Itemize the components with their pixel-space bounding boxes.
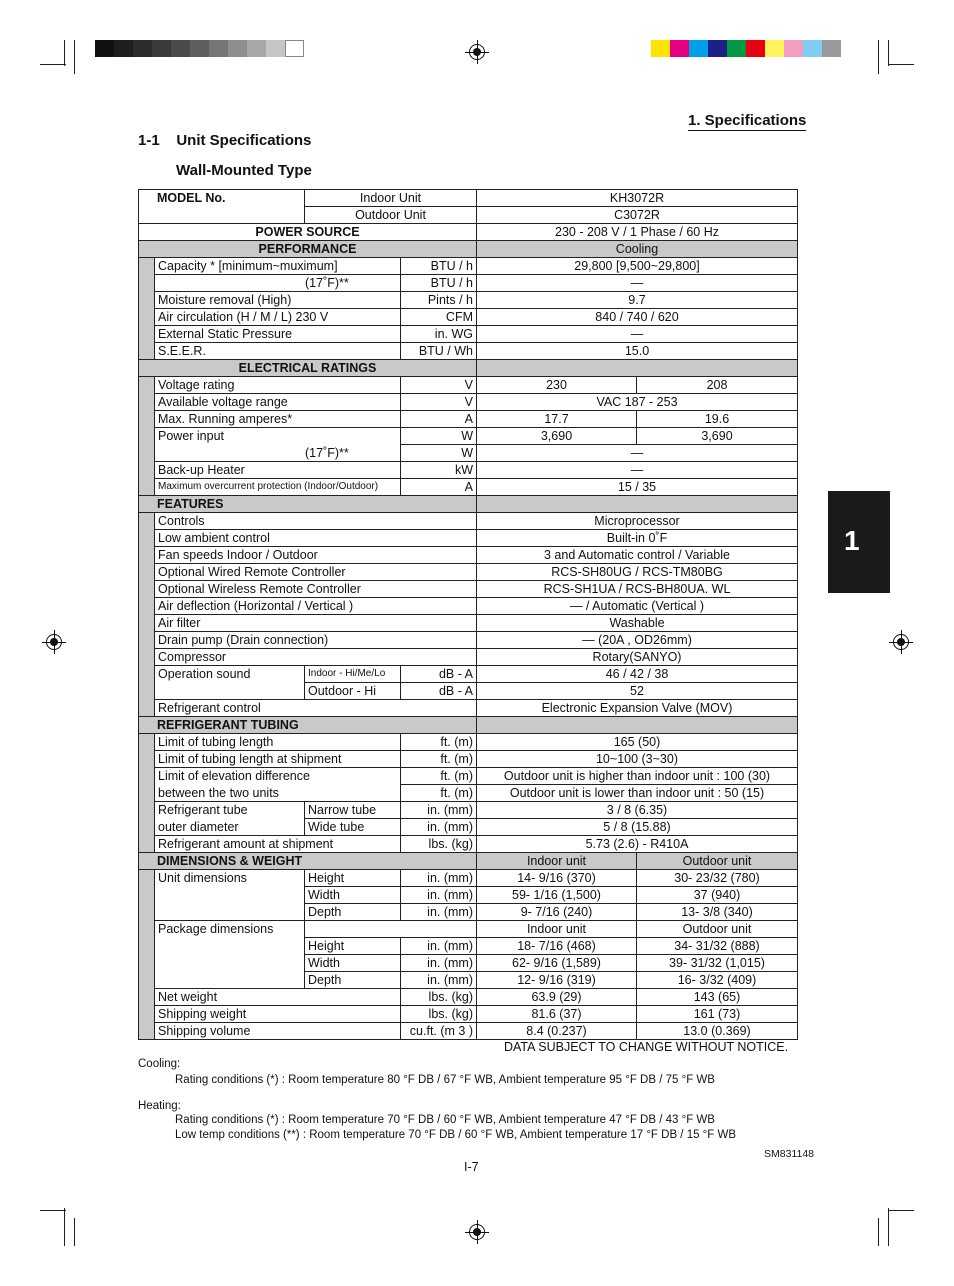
row-value: 5.73 (2.6) - R410A <box>477 836 798 853</box>
row-unit: kW <box>401 462 477 479</box>
section-header-row <box>139 241 798 258</box>
section-header-row <box>139 496 798 513</box>
cooling-rating: Rating conditions (*) : Room temperature 80 °F DB / 67 °F WB, Ambient temperature 95 °F DB / 75 °F WB <box>175 1074 715 1086</box>
section-header-row <box>139 360 798 377</box>
gutter <box>139 887 155 904</box>
row-label: Limit of elevation difference <box>155 768 401 785</box>
gutter <box>139 989 155 1006</box>
table-row <box>139 870 798 887</box>
cooling-header: Cooling <box>477 241 798 258</box>
row-sublabel: Depth <box>305 904 401 921</box>
gutter <box>139 513 155 530</box>
row-value: 52 <box>477 683 798 700</box>
row-unit: in. (mm) <box>401 870 477 887</box>
row-value: 15.0 <box>477 343 798 360</box>
gutter <box>139 768 155 785</box>
outdoor-model: C3072R <box>477 207 798 224</box>
row-value: Built-in 0˚F <box>477 530 798 547</box>
table-row <box>139 292 798 309</box>
crop-mark <box>878 40 879 74</box>
row-value: 143 (65) <box>637 989 798 1006</box>
electrical-header: ELECTRICAL RATINGS <box>139 360 477 377</box>
table-row <box>139 802 798 819</box>
row-unit: CFM <box>401 309 477 326</box>
document-id: SM831148 <box>764 1148 815 1160</box>
table-row <box>139 921 798 938</box>
row-label: Net weight <box>155 989 401 1006</box>
gutter <box>139 292 155 309</box>
color-swatch <box>689 40 708 57</box>
indoor-subheader: Indoor unit <box>477 921 637 938</box>
table-row <box>139 632 798 649</box>
row-value: 14- 9/16 (370) <box>477 870 637 887</box>
row-unit: ft. (m) <box>401 751 477 768</box>
color-swatch <box>95 40 114 57</box>
gutter <box>139 394 155 411</box>
gutter <box>139 700 155 717</box>
row-value: 18- 7/16 (468) <box>477 938 637 955</box>
table-row <box>139 394 798 411</box>
row-label: Capacity * [minimum~muximum] <box>155 258 401 275</box>
row-value: Washable <box>477 615 798 632</box>
gutter <box>139 1006 155 1023</box>
table-row <box>139 615 798 632</box>
row-label: Package dimensions <box>155 921 305 989</box>
table-row <box>139 751 798 768</box>
table-row <box>139 598 798 615</box>
table-row <box>139 564 798 581</box>
table-row <box>139 462 798 479</box>
table-row <box>139 428 798 445</box>
gutter <box>139 564 155 581</box>
heating-label: Heating: <box>138 1100 181 1112</box>
row-unit: Pints / h <box>401 292 477 309</box>
row-label: Drain pump (Drain connection) <box>155 632 477 649</box>
table-row <box>139 275 798 292</box>
section-filler <box>477 360 798 377</box>
row-label: Air deflection (Horizontal / Vertical ) <box>155 598 477 615</box>
color-swatch <box>651 40 670 57</box>
row-unit: V <box>401 394 477 411</box>
row-sublabel: Height <box>305 938 401 955</box>
row-label: Air filter <box>155 615 477 632</box>
gutter <box>139 326 155 343</box>
color-swatch <box>152 40 171 57</box>
table-row <box>139 445 798 462</box>
color-swatch <box>670 40 689 57</box>
row-value: 37 (940) <box>637 887 798 904</box>
row-label: Maximum overcurrent protection (Indoor/Outdoor) <box>155 479 401 496</box>
row-unit: in. (mm) <box>401 955 477 972</box>
row-label: Available voltage range <box>155 394 401 411</box>
color-swatch <box>727 40 746 57</box>
model-no-label: MODEL No. <box>139 190 305 224</box>
color-swatch <box>209 40 228 57</box>
row-label: Compressor <box>155 649 477 666</box>
page-number: I-7 <box>464 1160 479 1174</box>
crop-mark <box>888 40 889 66</box>
row-sublabel: Width <box>305 887 401 904</box>
row-label: Limit of tubing length at shipment <box>155 751 401 768</box>
page-heading: 1-1 Unit Specifications <box>138 132 312 149</box>
row-label: S.E.E.R. <box>155 343 401 360</box>
row-label: Unit dimensions <box>155 870 305 921</box>
crop-mark <box>888 1208 889 1246</box>
table-row <box>139 411 798 428</box>
gutter <box>139 972 155 989</box>
row-label: Refrigerant control <box>155 700 477 717</box>
gutter <box>139 258 155 275</box>
row-value: Outdoor unit is lower than indoor unit : 50 (15) <box>477 785 798 802</box>
gutter <box>139 921 155 938</box>
row-unit: V <box>401 377 477 394</box>
gutter <box>139 598 155 615</box>
row-sublabel: Height <box>305 870 401 887</box>
crop-mark <box>40 64 66 65</box>
gutter <box>139 836 155 853</box>
color-swatch <box>784 40 803 57</box>
row-sublabel: Depth <box>305 972 401 989</box>
row-value: 9.7 <box>477 292 798 309</box>
table-row <box>139 377 798 394</box>
row-value: 13.0 (0.369) <box>637 1023 798 1040</box>
table-row <box>139 190 798 207</box>
row-unit: dB - A <box>401 683 477 700</box>
row-sublabel: Outdoor - Hi <box>305 683 401 700</box>
color-swatch <box>114 40 133 57</box>
row-value: 3 and Automatic control / Variable <box>477 547 798 564</box>
gutter <box>139 938 155 955</box>
performance-header: PERFORMANCE <box>139 241 477 258</box>
gutter <box>139 462 155 479</box>
row-value: 10~100 (3~30) <box>477 751 798 768</box>
color-swatch <box>190 40 209 57</box>
row-value: 3 / 8 (6.35) <box>477 802 798 819</box>
table-row <box>139 547 798 564</box>
color-swatch <box>266 40 285 57</box>
color-swatch <box>746 40 765 57</box>
table-row <box>139 343 798 360</box>
features-header: FEATURES <box>139 496 477 513</box>
table-row <box>139 819 798 836</box>
empty-cell <box>305 921 401 938</box>
gutter <box>139 802 155 819</box>
row-value: — (20A , OD26mm) <box>477 632 798 649</box>
row-value: 165 (50) <box>477 734 798 751</box>
row-unit: in. (mm) <box>401 887 477 904</box>
color-swatch <box>765 40 784 57</box>
row-value: — <box>477 326 798 343</box>
table-row <box>139 649 798 666</box>
color-swatch <box>708 40 727 57</box>
row-sublabel: Wide tube <box>305 819 401 836</box>
table-row <box>139 530 798 547</box>
row-value: RCS-SH80UG / RCS-TM80BG <box>477 564 798 581</box>
row-unit: BTU / h <box>401 275 477 292</box>
table-row <box>139 224 798 241</box>
gutter <box>139 666 155 683</box>
row-value: VAC 187 - 253 <box>477 394 798 411</box>
disclaimer: DATA SUBJECT TO CHANGE WITHOUT NOTICE. <box>504 1040 789 1054</box>
row-value: 59- 1/16 (1,500) <box>477 887 637 904</box>
section-filler <box>477 717 798 734</box>
table-row <box>139 768 798 785</box>
row-value: 46 / 42 / 38 <box>477 666 798 683</box>
row-label: Controls <box>155 513 477 530</box>
gutter <box>139 955 155 972</box>
row-value: 161 (73) <box>637 1006 798 1023</box>
row-value: 30- 23/32 (780) <box>637 870 798 887</box>
crop-mark <box>64 1208 65 1246</box>
section-title: 1. Specifications <box>688 112 807 129</box>
color-swatch <box>171 40 190 57</box>
row-label: External Static Pressure <box>155 326 401 343</box>
crop-mark <box>40 1210 66 1211</box>
row-value: — <box>477 275 798 292</box>
row-value: 29,800 [9,500~29,800] <box>477 258 798 275</box>
row-unit: ft. (m) <box>401 785 477 802</box>
row-value: 3,690 <box>637 428 798 445</box>
row-value: 17.7 <box>477 411 637 428</box>
table-row <box>139 1006 798 1023</box>
indoor-model: KH3072R <box>477 190 798 207</box>
row-unit: in. (mm) <box>401 802 477 819</box>
row-label: Max. Running amperes* <box>155 411 401 428</box>
row-label: Operation sound <box>155 666 305 700</box>
crop-mark <box>74 40 75 74</box>
row-label: (17˚F)** <box>155 275 401 292</box>
table-row <box>139 1023 798 1040</box>
dimensions-header: DIMENSIONS & WEIGHT <box>139 853 477 870</box>
row-unit: lbs. (kg) <box>401 1006 477 1023</box>
power-source-label: POWER SOURCE <box>139 224 477 241</box>
gutter <box>139 377 155 394</box>
registration-mark-icon <box>893 634 909 650</box>
outdoor-column-header: Outdoor unit <box>637 853 798 870</box>
row-unit: ft. (m) <box>401 734 477 751</box>
row-unit: A <box>401 411 477 428</box>
heating-low-temp: Low temp conditions (**) : Room temperature 70 °F DB / 60 °F WB, Ambient temperature 17 °F DB / 15 °F WB <box>175 1129 737 1141</box>
row-value: 13- 3/8 (340) <box>637 904 798 921</box>
table-row <box>139 734 798 751</box>
row-unit: A <box>401 479 477 496</box>
row-value: 8.4 (0.237) <box>477 1023 637 1040</box>
row-sublabel: Width <box>305 955 401 972</box>
row-value: — / Automatic (Vertical ) <box>477 598 798 615</box>
row-label: (17˚F)** <box>155 445 401 462</box>
row-label: Voltage rating <box>155 377 401 394</box>
specifications-table <box>138 189 798 1040</box>
tubing-header: REFRIGERANT TUBING <box>139 717 477 734</box>
gutter <box>139 734 155 751</box>
row-value: Electronic Expansion Valve (MOV) <box>477 700 798 717</box>
gutter <box>139 785 155 802</box>
row-unit: W <box>401 428 477 445</box>
row-label: Shipping weight <box>155 1006 401 1023</box>
row-label: Low ambient control <box>155 530 477 547</box>
color-swatch <box>247 40 266 57</box>
row-value: 34- 31/32 (888) <box>637 938 798 955</box>
row-sublabel: Narrow tube <box>305 802 401 819</box>
gutter <box>139 530 155 547</box>
row-value: — <box>477 462 798 479</box>
row-unit: in. WG <box>401 326 477 343</box>
row-value: 16- 3/32 (409) <box>637 972 798 989</box>
row-value: Rotary(SANYO) <box>477 649 798 666</box>
gutter <box>139 275 155 292</box>
gutter <box>139 751 155 768</box>
registration-mark-icon <box>469 44 485 60</box>
row-value: — <box>477 445 798 462</box>
gutter <box>139 581 155 598</box>
color-swatch <box>803 40 822 57</box>
row-unit: W <box>401 445 477 462</box>
table-row <box>139 581 798 598</box>
row-label: Power input <box>155 428 401 445</box>
row-unit: ft. (m) <box>401 768 477 785</box>
table-row <box>139 785 798 802</box>
row-unit: in. (mm) <box>401 819 477 836</box>
table-row <box>139 989 798 1006</box>
row-label: Fan speeds Indoor / Outdoor <box>155 547 477 564</box>
row-unit: in. (mm) <box>401 972 477 989</box>
row-label: Refrigerant tube <box>155 802 305 819</box>
indoor-unit-label: Indoor Unit <box>305 190 477 207</box>
row-value: 12- 9/16 (319) <box>477 972 637 989</box>
registration-mark-icon <box>469 1224 485 1240</box>
row-unit: BTU / h <box>401 258 477 275</box>
row-label: outer diameter <box>155 819 305 836</box>
row-label: Moisture removal (High) <box>155 292 401 309</box>
crop-mark <box>74 1218 75 1246</box>
row-unit: dB - A <box>401 666 477 683</box>
row-label: between the two units <box>155 785 401 802</box>
table-row <box>139 836 798 853</box>
row-value: 81.6 (37) <box>477 1006 637 1023</box>
table-row <box>139 309 798 326</box>
page-subheading: Wall-Mounted Type <box>176 162 312 179</box>
indoor-column-header: Indoor unit <box>477 853 637 870</box>
outdoor-unit-label: Outdoor Unit <box>305 207 477 224</box>
row-value: 62- 9/16 (1,589) <box>477 955 637 972</box>
gutter <box>139 411 155 428</box>
row-value: 19.6 <box>637 411 798 428</box>
color-swatch <box>285 40 304 57</box>
outdoor-subheader: Outdoor unit <box>637 921 798 938</box>
row-unit: cu.ft. (m 3 ) <box>401 1023 477 1040</box>
color-swatch <box>133 40 152 57</box>
row-sublabel: Indoor - Hi/Me/Lo <box>305 666 401 683</box>
row-label: Refrigerant amount at shipment <box>155 836 401 853</box>
row-value: 840 / 740 / 620 <box>477 309 798 326</box>
chapter-tab <box>828 491 890 593</box>
section-header-row <box>139 717 798 734</box>
gutter <box>139 479 155 496</box>
table-row <box>139 258 798 275</box>
gutter <box>139 632 155 649</box>
color-swatch <box>228 40 247 57</box>
crop-mark <box>888 64 914 65</box>
empty-cell <box>401 921 477 938</box>
crop-mark <box>888 1210 914 1211</box>
row-value: 39- 31/32 (1,015) <box>637 955 798 972</box>
table-row <box>139 700 798 717</box>
row-label: Optional Wireless Remote Controller <box>155 581 477 598</box>
gutter <box>139 343 155 360</box>
row-value: Outdoor unit is higher than indoor unit : 100 (30) <box>477 768 798 785</box>
row-unit: BTU / Wh <box>401 343 477 360</box>
row-value: 15 / 35 <box>477 479 798 496</box>
power-source-value: 230 - 208 V / 1 Phase / 60 Hz <box>477 224 798 241</box>
row-unit: lbs. (kg) <box>401 989 477 1006</box>
cooling-label: Cooling: <box>138 1058 181 1070</box>
gutter <box>139 904 155 921</box>
color-swatch <box>822 40 841 57</box>
table-row <box>139 479 798 496</box>
section-header-row <box>139 853 798 870</box>
row-label: Shipping volume <box>155 1023 401 1040</box>
registration-mark-icon <box>46 634 62 650</box>
row-label: Limit of tubing length <box>155 734 401 751</box>
gutter <box>139 428 155 445</box>
chapter-number: 1 <box>844 525 860 556</box>
row-label: Back-up Heater <box>155 462 401 479</box>
heating-rating: Rating conditions (*) : Room temperature 70 °F DB / 60 °F WB, Ambient temperature 47 °F DB / 43 °F WB <box>175 1114 715 1126</box>
crop-mark <box>64 40 65 66</box>
gutter <box>139 445 155 462</box>
row-value: 3,690 <box>477 428 637 445</box>
row-value: 5 / 8 (15.88) <box>477 819 798 836</box>
section-filler <box>477 496 798 513</box>
row-value: 63.9 (29) <box>477 989 637 1006</box>
table-row <box>139 326 798 343</box>
row-unit: in. (mm) <box>401 904 477 921</box>
row-value: Microprocessor <box>477 513 798 530</box>
gutter <box>139 1023 155 1040</box>
gutter <box>139 819 155 836</box>
crop-mark <box>878 1218 879 1246</box>
row-value: RCS-SH1UA / RCS-BH80UA. WL <box>477 581 798 598</box>
row-label: Air circulation (H / M / L) 230 V <box>155 309 401 326</box>
gutter <box>139 309 155 326</box>
gutter <box>139 870 155 887</box>
gutter <box>139 649 155 666</box>
row-unit: lbs. (kg) <box>401 836 477 853</box>
gutter <box>139 547 155 564</box>
row-value: 230 <box>477 377 637 394</box>
gutter <box>139 683 155 700</box>
table-row <box>139 666 798 683</box>
table-row <box>139 513 798 530</box>
row-label: Optional Wired Remote Controller <box>155 564 477 581</box>
row-value: 208 <box>637 377 798 394</box>
row-unit: in. (mm) <box>401 938 477 955</box>
row-value: 9- 7/16 (240) <box>477 904 637 921</box>
gutter <box>139 615 155 632</box>
